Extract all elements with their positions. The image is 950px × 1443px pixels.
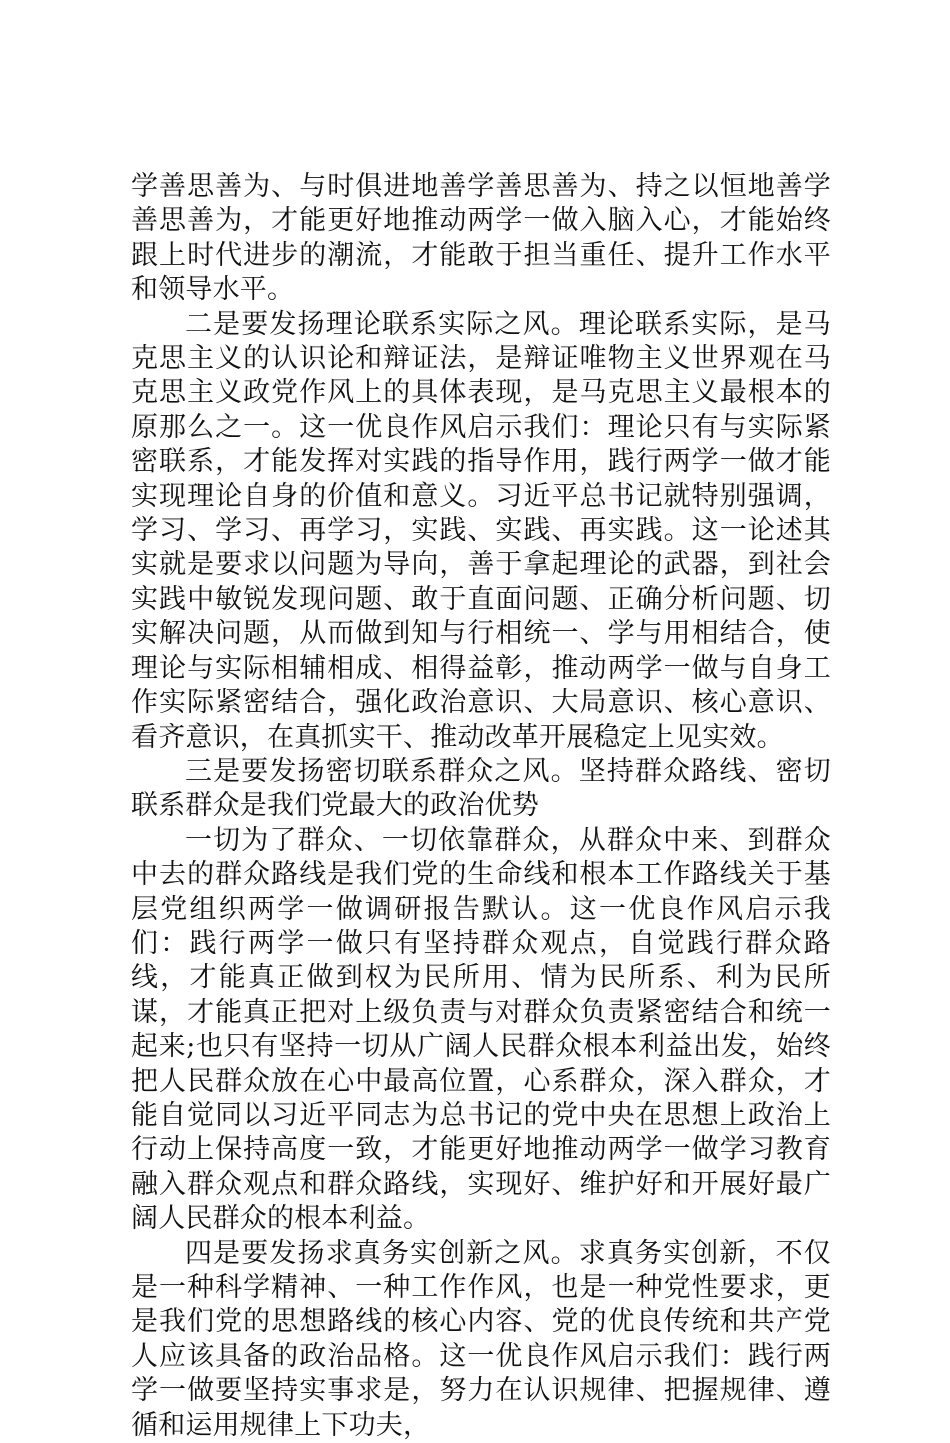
paragraph-2: 二是要发扬理论联系实际之风。理论联系实际，是马克思主义的认识论和辩证法，是辩证唯物主义世界观在马克思主义政党作风上的具体表现，是马克思主义最根本的原那么之一。这一优良作风启示我们：理论只有与实际紧密联系，才能发挥对实践的指导作用，践行两学一做才能实现理论自身的价值和意义。习近平总书记就特别强调，学习、学习、再学习，实践、实践、再实践。这一论述其实就是要求以问题为导向，善于拿起理论的武器，到社会实践中敏锐发现问题、敢于直面问题、正确分析问题、切实解决问题，从而做到知与行相统一、学与用相结合，使理论与实际相辅相成、相得益彰，推动两学一做与自身工作实际紧密结合，强化政治意识、大局意识、核心意识、看齐意识，在真抓实干、推动改革开展稳定上见实效。 [131,308,831,753]
paragraph-1: 学善思善为、与时俱进地善学善思善为、持之以恒地善学善思善为，才能更好地推动两学一做入脑入心，才能始终跟上时代进步的潮流，才能敢于担当重任、提升工作水平和领导水平。 [131,171,831,306]
paragraph-4: 一切为了群众、一切依靠群众，从群众中来、到群众中去的群众路线是我们党的生命线和根本工作路线关于基层党组织两学一做调研报告默认。这一优良作风启示我们：践行两学一做只有坚持群众观点，自觉践行群众路线，才能真正做到权为民所用、情为民所系、利为民所谋，才能真正把对上级负责与对群众负责紧密结合和统一起来;也只有坚持一切从广阔人民群众根本利益出发，始终把人民群众放在心中最高位置，心系群众，深入群众，才能自觉同以习近平同志为总书记的党中央在思想上政治上行动上保持高度一致，才能更好地推动两学一做学习教育融入群众观点和群众路线，实现好、维护好和开展好最广阔人民群众的根本利益。 [131,824,831,1235]
document-body [131,170,831,1443]
paragraph-5: 四是要发扬求真务实创新之风。求真务实创新，不仅是一种科学精神、一种工作作风，也是一种党性要求，更是我们党的思想路线的核心内容、党的优良传统和共产党人应该具备的政治品格。这一优良作风启示我们：践行两学一做要坚持实事求是，努力在认识规律、把握规律、遵循和运用规律上下功夫， [131,1237,831,1441]
paragraph-3: 三是要发扬密切联系群众之风。坚持群众路线、密切联系群众是我们党最大的政治优势 [131,755,831,822]
